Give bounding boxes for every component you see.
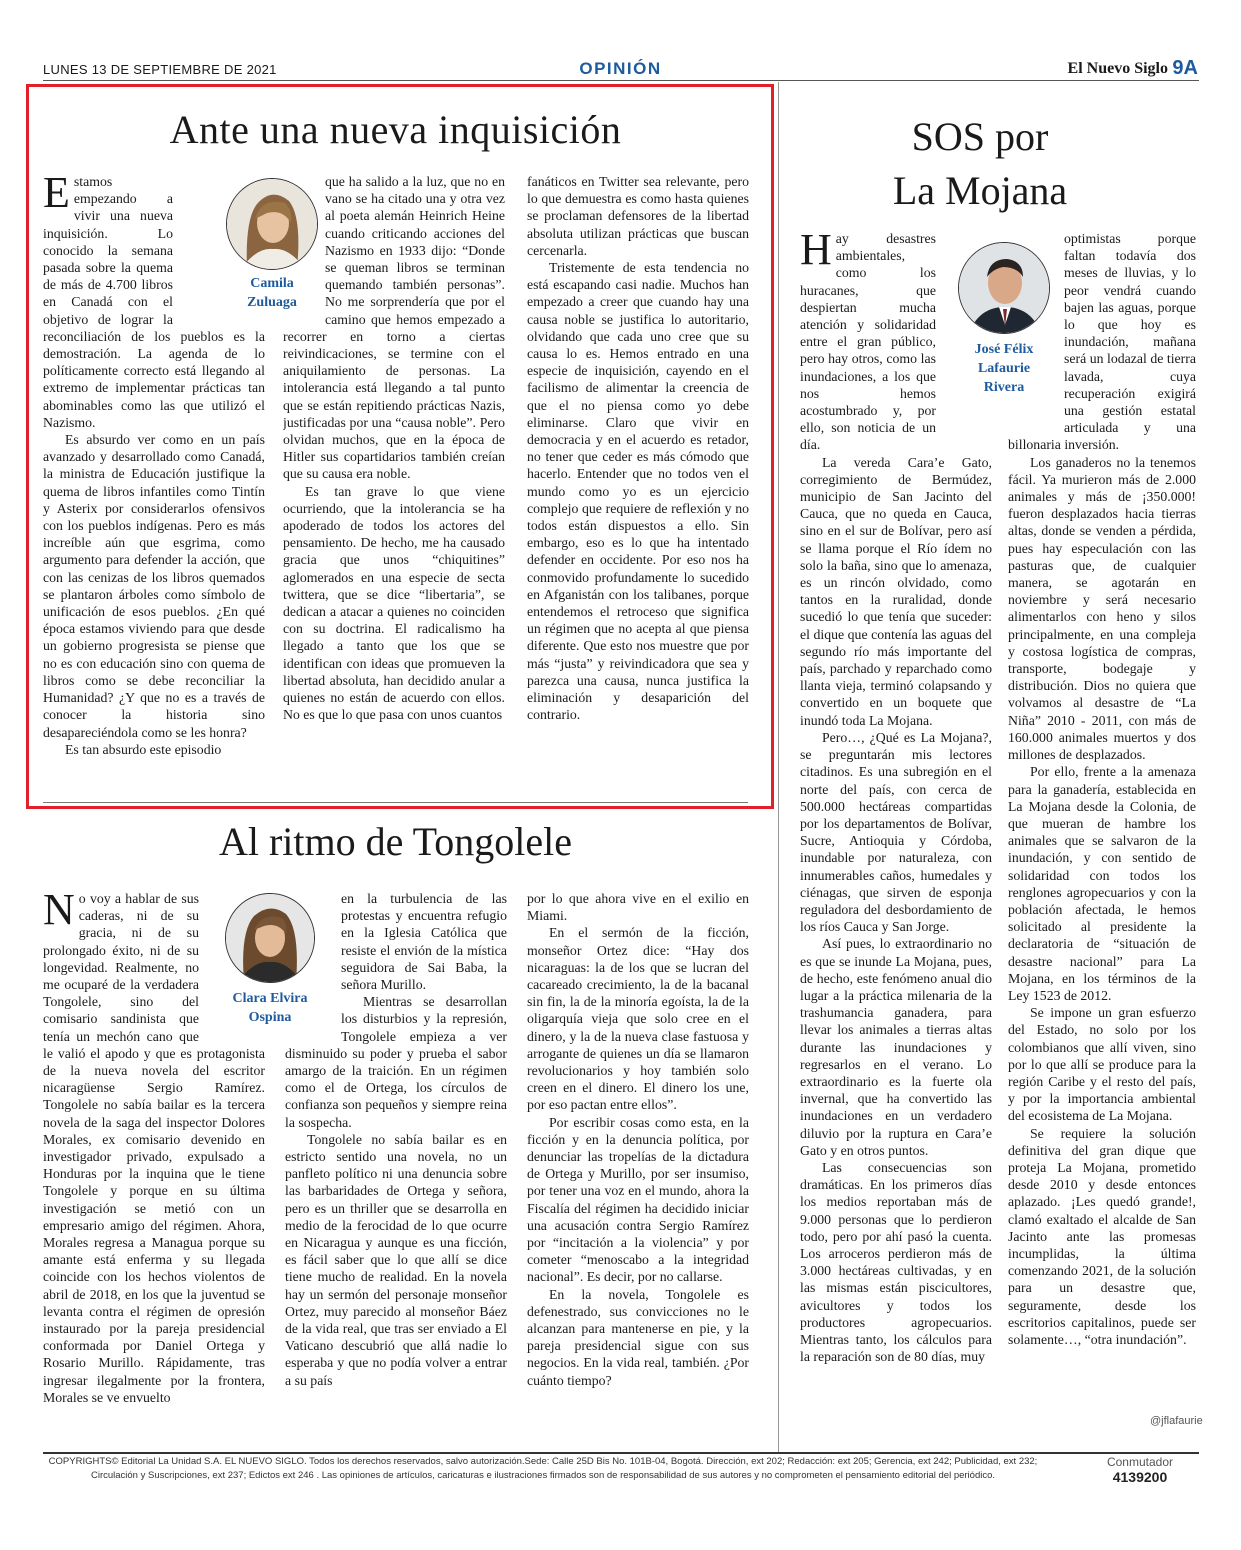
footer-rule [43, 1452, 1199, 1454]
author-name: Camila Zuluaga [247, 276, 297, 310]
paragraph: fanáticos en Twitter sea relevante, pero lo que demuestra es como hasta quienes se proclaman defensores de la libertad absoluta utilizan prácticas que buscan cercenarla. [527, 174, 749, 258]
article-column [800, 230, 992, 1432]
drop-cap: N [43, 890, 75, 934]
article-title [800, 110, 1160, 218]
author-name: Clara Elvira Ospina [232, 991, 308, 1025]
paragraph: ay desastres ambientales, como los huracanes, que despiertan mucha atención y solidaridad entre el gran público, pero hay otros, como las inundaciones, a los que nos hemos acostumbrado y, por ello, son noticia de un día. [800, 231, 936, 453]
paragraph: o voy a hablar de sus caderas, ni de su gracia, ni de su prolongado éxito, ni de su longevidad. Realmente, no me ocuparé de la verdadera Tongolele, sino del comisario sandinista que tenía un mechón cano que le valió el apodo y que es protagonista de la nueva novela del escritor nicaragüense Sergio Ramírez. Tongolele no sabía bailar es la tercera novela de la saga del inspector Dolores Morales, ex comisario devenido en investigador privado, expulsado a Honduras por la inquina que le tiene Tongolele y porque en su última investigación se metió con un empresario amigo del régimen. Ahora, Morales regresa a Managua porque su amante está enferma y su llegada coincide con los hechos violentos de abril de 2018, en los que la juventud se levanta contra el régimen de opresión instaurado por la pareja presidencial conformada por Daniel Ortega y Rosario Murillo. Rápidamente, tras ingresar ilegalmente por la frontera, Morales se ve envuelto [43, 891, 265, 1405]
newspaper-name: El Nuevo Siglo [1067, 60, 1168, 77]
paragraph: Las consecuencias son dramáticas. En los primeros días los medios reportaban más de 9.000 personas que lo perdieron todo, pero por ahí pasó la cuenta. Los arroceros perdieron más de 3.000 hectáreas cultivadas, y en las mismas están piscicultores, avicultores y todos los productores agropecuarios. Mientras tanto, los cálculos para la reparación son de 80 días, muy [800, 1159, 992, 1365]
paragraph: Se impone un gran esfuerzo del Estado, no solo por los colombianos que allí viven, sino por lo que allí se produce para la región Caribe y el resto del país, y por la importancia ambiental del ecosistema de La Mojana. [1008, 1005, 1196, 1124]
article-title: Ante una nueva inquisición [169, 107, 622, 152]
photo-spacer [199, 890, 265, 1040]
highlight-box [26, 84, 774, 809]
article-title: Al ritmo de Tongolele [218, 819, 573, 864]
paragraph: En la novela, Tongolele es defenestrado, sus convicciones no le alcanzan para mantenerse en pie, y la pareja presidencial sigue con sus negocios. En la vida real, también. ¿Por cuánto tiempo? [527, 1286, 749, 1388]
paragraph: Así pues, lo extraordinario no es que se inunde La Mojana, pues, de hecho, este fenómeno anual dio lugar a la práctica milenaria de la trashumancia ganadera, para llevar los animales a tierras altas durante las inundaciones y regresarlos en el verano. Lo extraordinario es la fuerte ola invernal, que ha convertido las inundaciones en un verdadero diluvio por la ruptura en Cara’e Gato y en otros puntos. [800, 936, 992, 1158]
article-column [43, 890, 265, 1430]
author-name: José Félix Lafaurie Rivera [974, 342, 1034, 395]
page-number: 9A [1172, 57, 1198, 79]
title-line: SOS por [911, 114, 1049, 159]
footer-copyright [43, 1455, 1043, 1483]
drop-cap: H [800, 230, 832, 274]
paragraph: En el sermón de la ficción, monseñor Ortez dice: “Hay dos nicaraguas: la de los que se lucran del cacareado crecimiento, la de la bacanal sin fin, la de la minoría egoísta, la de la oligarquía vieja que solo cree en el dinero, y la de la nueva clase fastuosa y arrogante de quienes un día se llamaron revolucionarios y hoy también solo creen en el dinero. El dinero los une, por eso pactan entre ellos”. [527, 925, 749, 1113]
paragraph: Pero…, ¿Qué es La Mojana?, se preguntarán mis lectores citadinos. Es una subregión en el norte del país, con cerca de 500.000 hectáreas compartidas por los departamentos de Bolívar, Sucre, Antioquia y Córdoba, inundable por naturaleza, con innumerables caños, humedales y ciénagas, que sirven de esponja reguladora del desbordamiento de los ríos Cauca y San Jorge. [800, 729, 992, 935]
footer-line: Circulación y Suscripciones, ext 237; Edictos ext 246 . Las opiniones de artículos, caricaturas e ilustraciones firmados son de responsabilidad de sus autores y no comprometen el pensamiento editorial del periódico. [90, 1470, 996, 1481]
photo-spacer [1008, 230, 1064, 430]
paragraph: en la turbulencia de las protestas y encuentra refugio en la Iglesia Católica que resiste el envión de la mística seguidora de Sai Baba, la señora Murillo. [341, 891, 507, 993]
header-rule [43, 80, 1199, 81]
paragraph: que ha salido a la luz, que no en vano se ha citado una y otra vez al poeta alemán Heinrich Heine cuando criticando acciones del Nazismo en 1933 dijo: “Donde se queman libros se terminan quemando también personas”. No me sorprendería que por el camino que hemos empezado a recorrer en torno a ciertas reivindicaciones, se termine con el aniquilamiento de personas. La intolerancia está llegando a tal punto que se están repitiendo prácticas Nazis, justificadas por una “causa noble”. Pero olvidan muchos, que en la época de Hitler sus copartidarios también creían que su causa era noble. [283, 174, 505, 482]
paragraph: Es tan grave lo que viene ocurriendo, que la intolerancia se ha apoderado de todos los actores del pensamiento. De hecho, me ha causado gracia que unos “chiquitines” aglomerados en una especie de secta twittera, que se dice “libertaria”, se dedican a atacar a quienes no coinciden con su doctrina. El radicalismo ha llegado a tanto que los que se identifican con ideas que promueven la libertad absoluta, han decidido anular a quienes no están de acuerdo con ellos. No es que lo que pasa con unos cuantos [283, 483, 505, 723]
paragraph: Tongolele no sabía bailar es en estricto sentido una novela, no un panfleto político ni una denuncia sobre las barbaridades de Ortega y señora, pero es un thriller que se desarrolla en medio de la ferocidad de lo que ocurre en Nicaragua y aunque es una ficción, es fácil saber que lo que allí se dice tiene mucho de realidad. En la novela hay un sermón del personaje monseñor Ortez, muy parecido al monseñor Báez de la vida real, que tras ser enviado a El Vaticano descubrió que allá nadie lo esperaba y que no podía volver a entrar a su país [285, 1131, 507, 1388]
paragraph: Se requiere la solución definitiva del gran dique que proteja La Mojana, prometido desde 2010 y desde entonces aplazado. ¡Les quedó grande!, clamó exaltado el alcalde de San Jacinto ante las promesas incumplidas, la última comenzando 2021, de la solución para un desastre que, seguramente, desde los escritorios capitalinos, puede ser solamente…, “otra inundación”. [1008, 1125, 1196, 1347]
paragraph: optimistas porque faltan todavía dos meses de lluvias, y lo peor vendrá cuando bajen las aguas, porque lo que hoy es inundación, mañana será un lodazal de tierra lavada, cuya recuperación exigirá una gestión estatal articulada y una billonaria inversión. [1008, 231, 1196, 453]
paragraph: stamos empezando a vivir una nueva inquisición. Lo conocido la semana pasada sobre la quema de más de 4.700 libros en Canadá con el objetivo de lograr la reconciliación de los pueblos es la demostración. La agenda de lo políticamente correcto está llegando al extremo de implementar prácticas tan abominables como las que utilizó el Nazismo. [43, 174, 265, 430]
paragraph: Es tan absurdo este episodio [65, 741, 222, 757]
article-column [1008, 230, 1196, 1410]
footer-line: COPYRIGHTS© Editorial La Unidad S.A. EL NUEVO SIGLO. Todos los derechos reservados, salvo autorización.Sede: Calle 25D Bis No. 101B-04, Bogotá. Dirección, ext 202; Redacción: ext 205; Gerencia, ext 242; Publicidad, ext 232; [48, 1456, 1038, 1467]
issue-date: LUNES 13 DE SEPTIEMBRE DE 2021 [43, 62, 277, 77]
section-label: OPINIÓN [579, 59, 662, 78]
author-handle: @jflafaurie [1150, 1415, 1203, 1427]
paragraph: por lo que ahora vive en el exilio en Miami. [527, 891, 749, 924]
article-separator [43, 802, 748, 803]
photo-spacer [285, 890, 341, 1040]
paragraph: Es absurdo ver como en un país avanzado y desarrollado como Canadá, la ministra de Educación justifique la quema de libros infantiles como Tintín y Asterix por considerarlos ofensivos con los pueblos indígenas. Pero es más increíble aún que esgrima, como argumento para defender la acción, que con las cenizas de los libros quemados se plantaron árboles como símbolo de unificación de esos pueblos. ¿En qué época estamos viviendo para que desde un gobierno progresista se piense que no es con educación sino con quema de libros como se debe reconciliar la Humanidad? ¿Y que no es a través de conocer la historia sino desapareciéndola como se les honra? [43, 432, 265, 740]
paragraph: Mientras se desarrollan los disturbios y la represión, Tongolele empieza a ver disminuido su poder y prueba el sabor amargo de la traición. En un régimen como el de Ortega, los círculos de confianza son pequeños y siempre reina la sospecha. [285, 994, 507, 1130]
paragraph: Tristemente de esta tendencia no está escapando casi nadie. Muchos han empezado a creer que cuando hay una causa noble se justifica lo autoritario, olvidando que cada uno cree que su causa lo es. Hemos entrado en una especie de inquisición, cayendo en el facilismo de alimentar la creencia de que el no piensa como yo debe eliminarse. Claro que vivir en democracia y en el acuerdo es retador, no tener que ceder es más cómodo que hacerlo. Entender que no todos ven el mundo como yo es un ejercicio complejo que requiere de reflexión y no todos están dispuestos a ello. Sin embargo, eso es lo que ha intentado defender en occidente. Por eso nos ha conmovido profundamente lo sucedido en Afganistán con los talibanes, porque entendemos el retroceso que significa un régimen que no acepta al que piensa diferente. Que esto nos muestre que por más “justa” y reivindicadora que sea y parezca una causa, nunca justifica la eliminación y desaparición del contrario. [527, 260, 749, 723]
drop-cap: E [43, 173, 70, 217]
conmutador-number: 4139200 [1112, 1469, 1168, 1485]
conmutador [1080, 1455, 1200, 1485]
paragraph: La vereda Cara’e Gato, corregimiento de Bermúdez, municipio de San Jacinto del Cauca, que no queda en Cauca, sino en el sur de Bolívar, pero así se llama porque el Río ídem no solo la baña, sino que lo amenaza, es un rincón olvidado, como tantos en la ruralidad, donde sucedió lo que tenía que suceder: el dique que contenía las aguas del segundo río más importante del país, parchado y reparchado como llanta vieja, terminó colapsando y convertido en un boquete que inundó toda La Mojana. [800, 454, 992, 728]
paragraph: Por escribir cosas como esta, en la ficción y en la denuncia política, por denunciar las tropelías de la dictadura de Ortega y Murillo, por ser insumiso, por tener una voz en el mundo, ahora la Fiscalía del régimen ha decidido iniciar una acusación contra Sergio Ramírez por “incitación a la violencia” y por cometer “menoscabo a la integridad nacional”. Es decir, por no callarse. [527, 1114, 749, 1285]
paragraph: Por ello, frente a la amenaza para la ganadería, establecida en La Mojana desde la Colonia, de que mueran de hambre los animales que se salvaron de la inundación, y con sentido de solidaridad con todos los renglones agropecuarios y con la población afectada, le hemos solicitado al presidente la declaratoria de “situación de desastre nacional” para La Mojana, en los términos de la Ley 1523 de 2012. [1008, 764, 1196, 1003]
paragraph: Los ganaderos no la tenemos fácil. Ya murieron más de 2.000 animales y más de ¡350.000! fueron desplazados hacia tierras altas, donde se venden a pérdida, pues hay especulación con las pasturas que, de cualquier manera, se agotarán en noviembre y será necesario alimentarlos con heno y silos principalmente, en una compleja y costosa logística de compras, transporte, bodegaje y distribución. Dios no quiera que volvamos al desastre de “La Niña” 2010 - 2011, con más de 160.000 animales muertos y dos millones de desplazados. [1008, 454, 1196, 763]
article-column [527, 890, 749, 1430]
conmutador-label: Conmutador [1106, 1455, 1174, 1469]
photo-spacer [936, 230, 992, 430]
article-column [285, 890, 507, 1430]
title-line: La Mojana [892, 168, 1068, 213]
column-divider [778, 82, 779, 1452]
